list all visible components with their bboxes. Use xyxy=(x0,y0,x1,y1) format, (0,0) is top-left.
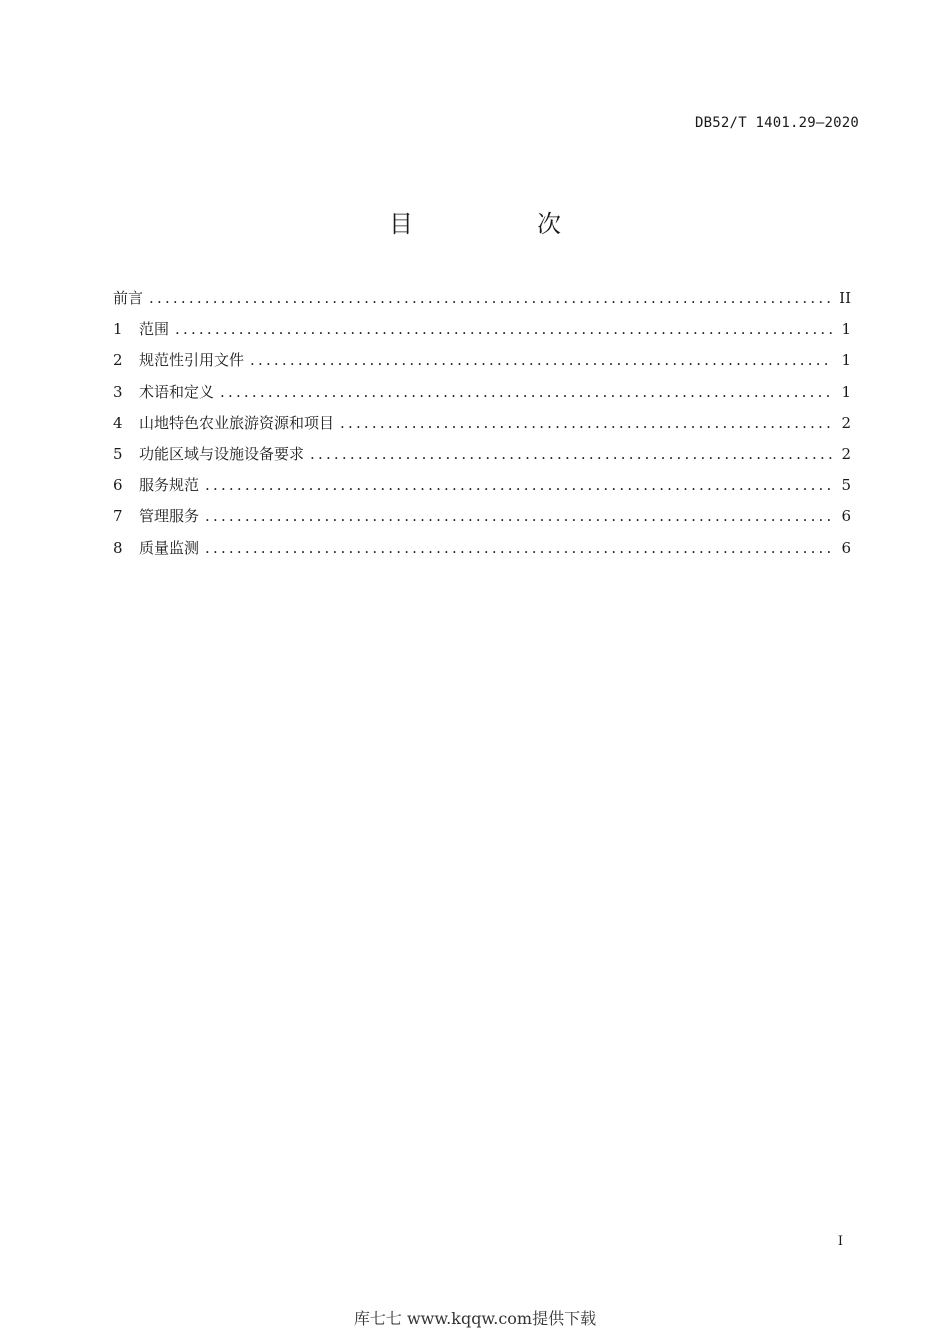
toc-entry-label: 前言 xyxy=(113,289,144,307)
toc-entry-page: 1 xyxy=(841,351,851,370)
toc-entry-number: 3 xyxy=(113,382,123,401)
toc-entry-number: 7 xyxy=(113,507,123,526)
toc-entry-number: 2 xyxy=(113,351,123,370)
toc-entry-number: 8 xyxy=(113,538,123,557)
toc-entry-terms-definitions[interactable] xyxy=(113,377,851,408)
toc-entry-page: 1 xyxy=(841,382,851,401)
toc-entry-number: 6 xyxy=(113,476,123,495)
toc-entry-label: 规范性引用文件 xyxy=(139,351,245,370)
toc-dot-leader xyxy=(310,439,833,470)
toc-entry-number: 1 xyxy=(113,320,123,339)
toc-entry-resources-projects[interactable] xyxy=(113,408,851,439)
toc-entry-quality-monitoring[interactable] xyxy=(113,533,851,564)
toc-dot-leader xyxy=(250,345,833,376)
toc-entry-page: II xyxy=(839,289,851,307)
toc-entry-page: 6 xyxy=(841,538,851,557)
toc-dot-leader xyxy=(340,408,833,439)
toc-dot-leader xyxy=(149,283,833,314)
toc-entry-label: 质量监测 xyxy=(139,538,200,557)
toc-entry-page: 5 xyxy=(841,476,851,495)
toc-dot-leader xyxy=(205,533,833,564)
toc-title: 目 次 xyxy=(389,210,611,238)
toc-entry-label: 范围 xyxy=(139,320,170,339)
toc-entry-label: 管理服务 xyxy=(139,507,200,526)
toc-entry-page: 6 xyxy=(841,507,851,526)
footer-watermark: 库七七 www.kqqw.com提供下载 xyxy=(353,1309,597,1328)
toc-entry-scope[interactable] xyxy=(113,314,851,345)
toc-entry-label: 功能区域与设施设备要求 xyxy=(139,444,305,463)
toc-entry-page: 2 xyxy=(841,444,851,463)
toc-entry-label: 山地特色农业旅游资源和项目 xyxy=(139,413,335,432)
document-code: DB52/T 1401.29—2020 xyxy=(695,115,859,131)
page-number: I xyxy=(837,1234,843,1249)
toc-entry-label: 术语和定义 xyxy=(139,382,215,401)
toc-dot-leader xyxy=(175,314,833,345)
toc-entry-service-standards[interactable] xyxy=(113,470,851,501)
toc-entry-page: 2 xyxy=(841,413,851,432)
toc-dot-leader xyxy=(220,377,833,408)
toc-entry-number: 4 xyxy=(113,413,123,432)
toc-entry-page: 1 xyxy=(841,320,851,339)
toc-entry-number: 5 xyxy=(113,444,123,463)
toc-entry-management-services[interactable] xyxy=(113,501,851,532)
toc-dot-leader xyxy=(205,470,833,501)
toc-entry-label: 服务规范 xyxy=(139,476,200,495)
toc-entry-normative-references[interactable] xyxy=(113,345,851,376)
table-of-contents xyxy=(113,283,851,564)
toc-dot-leader xyxy=(205,501,833,532)
toc-entry-facilities[interactable] xyxy=(113,439,851,470)
toc-entry-foreword[interactable] xyxy=(113,283,851,314)
